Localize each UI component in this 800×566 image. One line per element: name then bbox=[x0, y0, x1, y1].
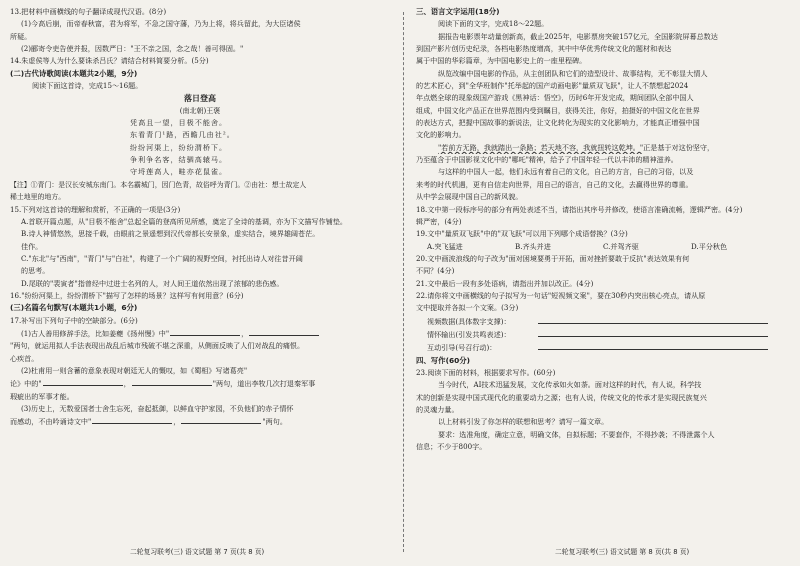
passage-intro: 阅读下面的文字，完成18～22题。 bbox=[438, 19, 549, 29]
passage-p2-cont5: 文化的影响力。 bbox=[416, 130, 466, 140]
question-15-option-c: C."东北"与"西南"，"青门"与"白社"，构建了一个广阔的视野空间，衬托出诗人对往昔开阔 bbox=[21, 253, 303, 263]
footer-page-8: 二轮复习联考(三) 语文试题 第 8 页(共 8 页) bbox=[555, 548, 690, 556]
poem-line: 守埒莲高人，畦亦花鼠雀。 bbox=[130, 167, 228, 177]
question-22: 22.请你将文中画横线的句子拟写为一句话"短视频文案"，要在30秒内突出核心亮点，请从原 bbox=[416, 290, 706, 300]
question-17-2 bbox=[10, 365, 390, 377]
fill-label: 互动引导(号召行动)： bbox=[427, 343, 497, 353]
poem-line: 争利争名客，结驷高辕马。 bbox=[130, 155, 228, 165]
question-22-cont: 文中提取并各拟一个文案。(3分) bbox=[416, 303, 519, 313]
writing-material-cont: 术的创新是实现中国式现代化的重要动力之源；也有人说，传统文化的传承才是实现民族复兴 bbox=[416, 392, 707, 402]
answer-blank[interactable] bbox=[92, 415, 172, 424]
question-13: 13.把材料中画横线的句子翻译成现代汉语。(8分) bbox=[10, 7, 167, 16]
option-a[interactable]: A.突飞猛进 bbox=[427, 241, 463, 251]
option-b[interactable]: B.齐头并进 bbox=[515, 241, 551, 251]
question-17-2-cont: 论》中的" ， "两句，道出李牧几次打退秦军事 bbox=[10, 379, 316, 389]
question-17: 17.补写出下列句子中的空缺部分。(6分) bbox=[10, 315, 138, 325]
section-language-heading: 三、语言文字运用(18分) bbox=[416, 7, 500, 16]
question-15-option-a: A.首联开篇点题，从"目极不能舍"总起全篇的登高所见所感，奠定了全诗的基调，亦为下文描写作铺垫。 bbox=[21, 216, 348, 226]
question-15-option-c-cont: 的思考。 bbox=[21, 266, 50, 276]
fill-label: 视频数据(具体数字支撑)： bbox=[427, 316, 511, 326]
answer-blank[interactable] bbox=[538, 315, 768, 324]
answer-blank[interactable] bbox=[43, 377, 123, 386]
passage-p2: 纵览改编中国电影的作品，从主创团队和它们的造型设计、故事结构，无不彰显大情人 bbox=[438, 68, 708, 78]
passage-p3-cont2: 与这样的中国人一起，他们永远有着自己的文化，自己的方言，自己的习俗，以及 bbox=[438, 167, 694, 177]
answer-blank[interactable] bbox=[181, 415, 261, 424]
passage-p1-cont: 到国产影片创历史纪录，各档电影热度增高，其中中华优秀传统文化的题材和表达 bbox=[416, 44, 672, 54]
question-18-cont: 辑严密，(4分) bbox=[416, 216, 462, 226]
question-15: 15.下列对这首诗的理解和赏析，不正确的一项是(3分) bbox=[10, 204, 181, 214]
question-13-1: (1)今高后崩，而帝春秋富，君为将军，不急之国守藩，乃为上将，将兵留此，为大臣诸侯 bbox=[21, 19, 301, 29]
question-17-3: (3)历史上，无数爱国者士舍生忘死，奋起抵御，以鲜血守护家园，不负他们的赤子情怀 bbox=[21, 404, 294, 413]
poem-note: 【注】①青门：是汉长安城东南门。本名霸城门，因门色青，故俗呼为青门。②由社：想士故定人 bbox=[10, 180, 307, 189]
question-20-cont: 不同？(4分) bbox=[416, 266, 455, 276]
passage-p3-cont: 乃至蕴含于中国影视文化中的"哪吒"精神，给予了中国年轻一代以丰沛的精神滋养。 bbox=[416, 155, 678, 165]
passage-p3-tail: 正是基于对这份坚守， bbox=[643, 142, 715, 152]
poem-note-cont: 稀土地里的地方。 bbox=[10, 193, 66, 202]
question-19: 19.文中"量质双飞跃"中的"双飞跃"可以用下列哪个成语替换？(3分) bbox=[416, 229, 628, 239]
fill-row-interaction bbox=[416, 341, 792, 354]
q17-1-text: (1)古人善用修辞手法，比如姜夔《扬州慢》中" bbox=[21, 328, 170, 338]
question-13-2: (2)郦寄令吏告使并报，因数严日："王不亲之国，念之哉！善可得固。" bbox=[21, 44, 244, 54]
question-17-1-cont2: 心疾首。 bbox=[10, 353, 39, 363]
fill-row-emotion bbox=[416, 328, 792, 341]
q17-3-text-b: 而感动，不由吟诵诗文中" bbox=[10, 417, 92, 427]
wavy-underlined-sentence: "若前方无路，我就踏出一条路；若天地不容，我就扭转这乾坤。" bbox=[438, 142, 644, 152]
passage-p3 bbox=[416, 142, 792, 154]
passage-p3-cont3: 来考的时代机遇，更有自信走向世界，用自己的语言，自己的文化，去赢得世界的尊重。 bbox=[416, 179, 693, 189]
passage-p2-cont2: 年点燃全球的现象级国产游戏《黑神话：悟空》，历时6年开发完成，期间团队全部中国人 bbox=[416, 93, 694, 103]
fill-row-data bbox=[416, 315, 792, 328]
q17-3-text-c: "两句。 bbox=[262, 417, 287, 427]
question-15-option-b: B.诗人神情悠然，思接千载，由眼前之景遥想到汉代帝都长安景象，虚实结合，境界雄阔苍茫。 bbox=[21, 229, 320, 239]
question-16: 16."纷纷河渠上，纷纷渭桥下"描写了怎样的场景？这样写有何用意？(6分) bbox=[10, 290, 244, 300]
option-d[interactable]: D.平分秋色 bbox=[691, 241, 728, 251]
answer-blank[interactable] bbox=[132, 377, 212, 386]
answer-blank[interactable] bbox=[249, 327, 319, 336]
question-23: 23.阅读下面的材料，根据要求写作。(60分) bbox=[416, 367, 556, 377]
poem-intro: 阅读下面这首诗，完成15～16题。 bbox=[32, 81, 143, 91]
passage-p2-cont4: 的表达方式，把握中国故事的新说法，让文化转化为现实的文化影响力，才能真正增强中国 bbox=[416, 118, 700, 128]
poem-title: 落日登高 bbox=[184, 93, 216, 104]
passage-p1: 据报告电影票年动量创新高，截止2025年，电影票房突破157亿元，全国影院屏幕总数达 bbox=[438, 31, 718, 41]
option-c[interactable]: C.并驾齐驱 bbox=[603, 241, 639, 251]
writing-material-cont2: 的灵魂力量。 bbox=[416, 405, 459, 414]
writing-requirements: 要求：选准角度，确定立意，明确文体，自拟标题；不要套作，不得抄袭；不得泄露个人 bbox=[438, 429, 715, 439]
passage-p1-cont2: 属于中国的华彩篇章，为中国电影史上的一座里程碑。 bbox=[416, 56, 587, 66]
question-17-1: (1)古人善用修辞手法，比如姜夔《扬州慢》中" ， bbox=[10, 327, 390, 340]
poem-line: 纷纷河渠上，纷纷渭桥下。 bbox=[130, 142, 228, 152]
poem-author: (南北朝)王褒 bbox=[179, 106, 221, 115]
footer-page-7: 二轮复习联考(三) 语文试题 第 7 页(共 8 页) bbox=[130, 548, 265, 556]
section-poetry-heading: (二)古代诗歌阅读(本题共2小题，9分) bbox=[10, 68, 138, 78]
passage-p3-cont4: 从中学会展现中国自己的新风貌。 bbox=[416, 192, 523, 202]
page-divider bbox=[403, 12, 404, 552]
passage-p2-cont3: 组成，中国文化产品正在世界范围内受到瞩目，获得关注，你好，拍摄好的中国文化在世界 bbox=[416, 105, 700, 115]
section-recitation-heading: (三)名篇名句默写(本题共1小题，6分) bbox=[10, 303, 138, 313]
fill-label: 情怀输出(引发共鸣表述)： bbox=[427, 329, 511, 339]
answer-blank[interactable] bbox=[538, 341, 768, 350]
passage-p2-cont: 的艺术匠心，到"全华班制作"托举起的国产动画电影"量质双飞跃"，让人不禁想起2024 bbox=[416, 81, 689, 91]
question-14: 14.朱虚侯等人为什么要诛杀吕氏？请结合材料简要分析。(5分) bbox=[10, 56, 209, 66]
q17-2-text: (2)杜甫用一则含蓄的意象表现对朝廷无人的慨叹，如《蜀相》写诸葛亮" bbox=[21, 365, 248, 375]
question-17-3-cont: 而感动，不由吟诵诗文中" ， "两句。 bbox=[10, 417, 287, 427]
poem-line: 凭高且一望，目极不能舍。 bbox=[130, 118, 228, 128]
answer-blank[interactable] bbox=[170, 327, 240, 336]
question-19-options bbox=[416, 241, 792, 253]
q17-2-text-c: "两句，道出李牧几次打退秦军事 bbox=[212, 379, 316, 389]
writing-prompt: 以上材料引发了你怎样的联想和思考？请写一篇文章。 bbox=[438, 417, 609, 427]
question-15-option-d: D.尾联的"裴寅者"指曾经中过进士名列的人，对人间王道依然出现了浓郁的悲伤感。 bbox=[21, 278, 284, 288]
question-20: 20.文中画波浪线的句子改为"面对困境要勇于开拓，面对挫折要敢于反抗"表达效果有何 bbox=[416, 253, 690, 263]
q17-2-text-b: 论》中的" bbox=[10, 379, 42, 389]
question-13-1-cont: 所疑。 bbox=[10, 31, 32, 41]
page-7 bbox=[10, 6, 390, 558]
page-8 bbox=[416, 6, 792, 558]
writing-requirements-cont: 信息；不少于800字。 bbox=[416, 442, 487, 452]
section-writing-heading: 四、写作(60分) bbox=[416, 355, 470, 365]
question-21: 21.文中最后一段有多处语病，请指出并加以改正。(4分) bbox=[416, 278, 594, 288]
question-15-option-b-cont: 佳作。 bbox=[21, 241, 43, 251]
writing-material: 当今时代，AI技术迅猛发展，文化传承如火如荼。面对这样的时代，有人说，科学技 bbox=[438, 380, 702, 390]
answer-blank[interactable] bbox=[538, 328, 768, 337]
question-17-2-cont2: 瑕疵出的军事才能。 bbox=[10, 391, 74, 401]
question-18: 18.文中第一段标序号的部分有两处表述不当，请指出其序号并修改，使语言准确流畅，逻辑严密。(4分) bbox=[416, 204, 743, 214]
question-17-1-cont: "两句，就运用拟人手法表现出战乱后城市残破不堪之深重，从侧面反映了人们对战乱的痛恨。 bbox=[10, 341, 305, 351]
poem-line: 东看青门¹路，西瞻几由社²。 bbox=[130, 130, 235, 140]
